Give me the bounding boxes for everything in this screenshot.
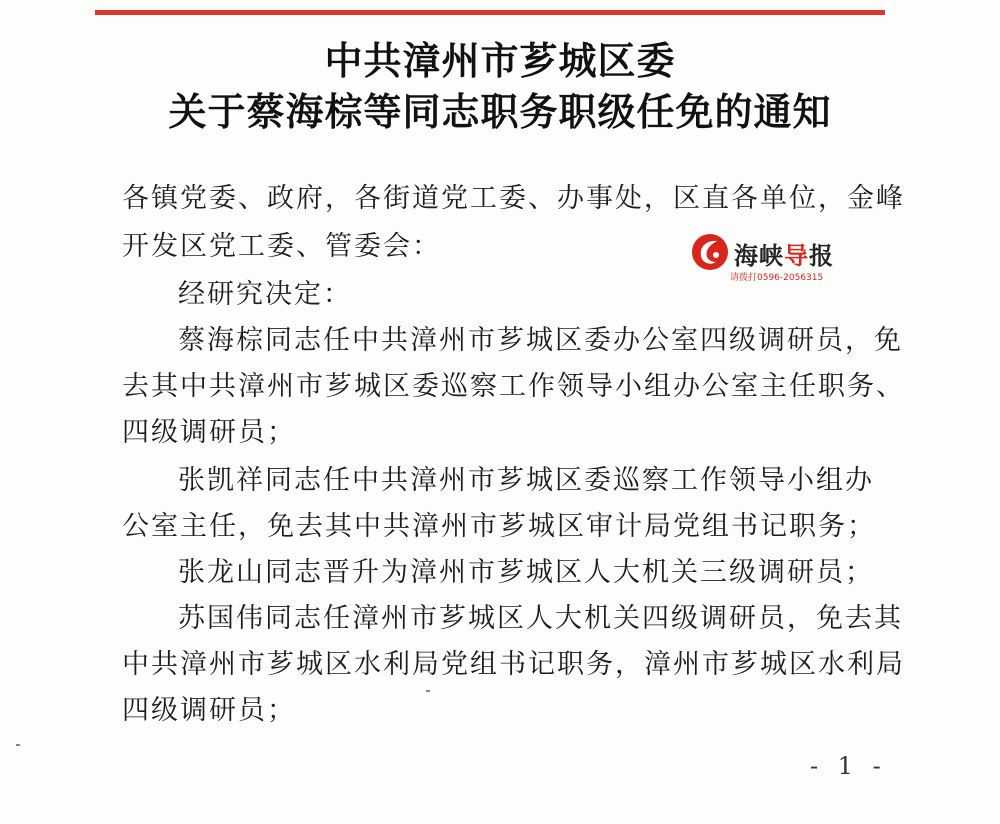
scan-speck	[16, 744, 20, 746]
scan-speck	[426, 690, 430, 692]
body-line-appointment-2: 张凯祥同志任中共漳州市芗城区委巡察工作领导小组办	[178, 465, 874, 496]
page-number: - 1 -	[810, 752, 887, 780]
body-line-appointment-4-cont: 中共漳州市芗城区水利局党组书记职务，漳州市芗城区水利局	[122, 649, 905, 680]
body-line-appointment-1: 蔡海棕同志任中共漳州市芗城区委办公室四级调研员，免	[178, 325, 903, 356]
body-line-appointment-4-end: 四级调研员；	[122, 695, 296, 726]
body-line-appointment-1-cont: 去其中共漳州市芗城区委巡察工作领导小组办公室主任职务、	[122, 371, 905, 402]
body-line-appointment-2-cont: 公室主任，免去其中共漳州市芗城区审计局党组书记职务；	[122, 511, 876, 542]
newspaper-hotline: 请拨打0596-2056315	[730, 273, 824, 283]
red-header-rule	[95, 10, 885, 15]
newspaper-logo-icon	[690, 232, 730, 272]
body-line-addressees: 各镇党委、政府，各街道党工委、办事处，区直各单位，金峰	[122, 183, 905, 214]
body-line-decision: 经研究决定：	[178, 279, 352, 310]
newspaper-name-accent: 导	[784, 242, 809, 270]
newspaper-watermark	[690, 232, 850, 287]
body-line-appointment-1-end: 四级调研员；	[122, 417, 296, 448]
newspaper-name-suffix: 报	[809, 242, 834, 270]
newspaper-name	[734, 236, 834, 271]
body-line-appointment-4: 苏国伟同志任漳州市芗城区人大机关四级调研员，免去其	[178, 603, 903, 634]
body-line-addressees-cont: 开发区党工委、管委会：	[122, 231, 441, 262]
document-title-line-2: 关于蔡海棕等同志职务职级任免的通知	[168, 89, 832, 134]
document-title-line-1: 中共漳州市芗城区委	[324, 38, 676, 83]
body-line-appointment-3: 张龙山同志晋升为漳州市芗城区人大机关三级调研员；	[178, 557, 874, 588]
newspaper-name-prefix: 海峡	[734, 242, 784, 270]
